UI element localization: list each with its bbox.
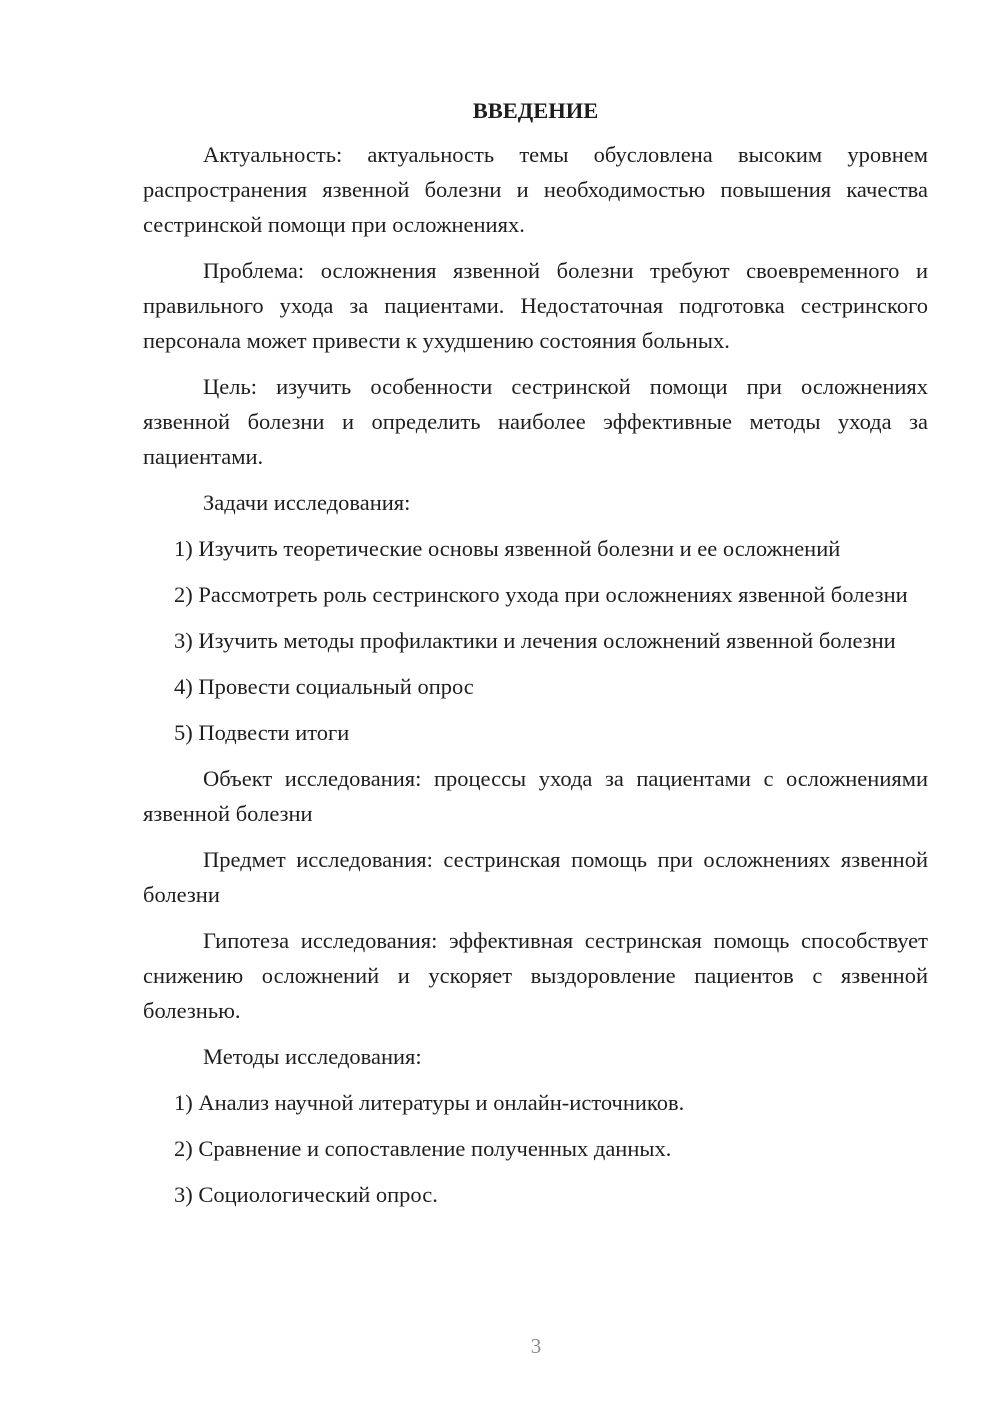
method-item: 2) Сравнение и сопоставление полученных данных.: [174, 1136, 672, 1161]
problem-paragraph: Проблема: осложнения язвенной болезни требуют своевременного и правильного ухода за пациентами. Недостаточная подготовка сестринского персонала может привести к ухудшению состояния больных.: [143, 258, 928, 353]
method-item: 1) Анализ научной литературы и онлайн-источников.: [174, 1090, 685, 1115]
subject-paragraph: Предмет исследования: сестринская помощь при осложнениях язвенной болезни: [143, 847, 928, 907]
task-item: 5) Подвести итоги: [174, 720, 350, 745]
page-number: 3: [530, 1334, 542, 1358]
task-item: 3) Изучить методы профилактики и лечения осложнений язвенной болезни: [174, 628, 896, 653]
task-item: 1) Изучить теоретические основы язвенной болезни и ее осложнений: [174, 536, 841, 561]
method-item: 3) Социологический опрос.: [174, 1182, 438, 1207]
task-item: 2) Рассмотреть роль сестринского ухода при осложнениях язвенной болезни: [174, 582, 908, 607]
page-content: [143, 93, 928, 1223]
task-item: 4) Провести социальный опрос: [174, 674, 474, 699]
goal-paragraph: Цель: изучить особенности сестринской помощи при осложнениях язвенной болезни и определить наиболее эффективные методы ухода за пациентами.: [143, 374, 928, 469]
hypothesis-paragraph: Гипотеза исследования: эффективная сестринская помощь способствует снижению осложнений и ускоряет выздоровление пациентов с язвенной болезнью.: [143, 928, 928, 1023]
methods-heading: Методы исследования:: [203, 1044, 422, 1069]
tasks-heading: Задачи исследования:: [203, 490, 411, 515]
relevance-paragraph: Актуальность: актуальность темы обусловлена высоким уровнем распространения язвенной болезни и необходимостью повышения качества сестринской помощи при осложнениях.: [143, 142, 928, 237]
object-paragraph: Объект исследования: процессы ухода за пациентами с осложнениями язвенной болезни: [143, 766, 928, 826]
section-title: ВВЕДЕНИЕ: [472, 98, 599, 123]
